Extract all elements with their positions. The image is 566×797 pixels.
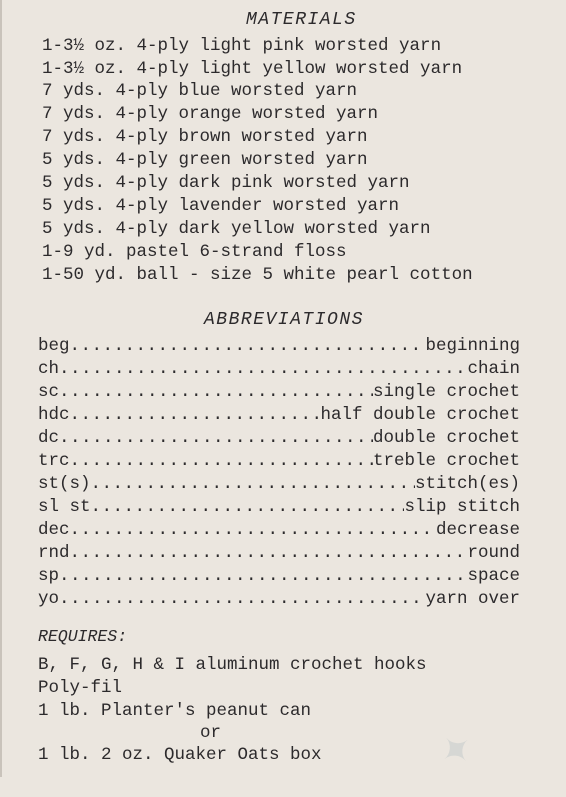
material-item: 7 yds. 4-ply brown worsted yarn bbox=[42, 127, 368, 147]
abbreviation-meaning: treble crochet bbox=[372, 451, 520, 471]
leader-dots bbox=[70, 404, 321, 426]
leader-dots bbox=[91, 496, 405, 518]
abbreviation-term: st(s) bbox=[38, 474, 91, 494]
abbreviation-term: yo bbox=[38, 589, 60, 609]
requirement-item: B, F, G, H & I aluminum crochet hooks bbox=[38, 655, 427, 675]
material-item: 1-3½ oz. 4-ply light pink worsted yarn bbox=[42, 36, 442, 56]
material-item: 1-9 yd. pastel 6-strand floss bbox=[42, 242, 347, 262]
abbreviation-row bbox=[38, 404, 520, 426]
abbreviation-row bbox=[38, 450, 520, 472]
leader-dots bbox=[59, 427, 373, 449]
requirement-item: 1 lb. Planter's peanut can bbox=[38, 701, 312, 721]
abbreviation-term: sl st bbox=[38, 497, 91, 517]
abbreviation-meaning: beginning bbox=[425, 336, 520, 356]
materials-heading: MATERIALS bbox=[246, 10, 357, 30]
material-item: 5 yds. 4-ply lavender worsted yarn bbox=[42, 196, 400, 216]
abbreviation-row bbox=[38, 473, 520, 495]
page-edge bbox=[0, 0, 2, 777]
abbreviation-row bbox=[38, 565, 520, 587]
abbreviation-meaning: single crochet bbox=[372, 382, 520, 402]
abbreviation-term: hdc bbox=[38, 405, 70, 425]
abbreviation-row bbox=[38, 381, 520, 403]
abbreviation-meaning: space bbox=[467, 566, 520, 586]
abbreviation-term: sp bbox=[38, 566, 60, 586]
material-item: 1-50 yd. ball - size 5 white pearl cotton bbox=[42, 265, 473, 285]
abbreviation-row bbox=[38, 496, 520, 518]
requirement-item: 1 lb. 2 oz. Quaker Oats box bbox=[38, 745, 322, 765]
abbreviation-meaning: round bbox=[467, 543, 520, 563]
abbreviations-heading: ABBREVIATIONS bbox=[204, 310, 364, 330]
abbreviation-term: dc bbox=[38, 428, 60, 448]
abbreviation-meaning: decrease bbox=[435, 520, 520, 540]
abbreviation-term: trc bbox=[38, 451, 70, 471]
abbreviation-term: rnd bbox=[38, 543, 70, 563]
abbreviation-meaning: stitch(es) bbox=[414, 474, 520, 494]
abbreviation-row bbox=[38, 519, 520, 541]
leader-dots bbox=[59, 358, 467, 380]
leader-dots bbox=[70, 519, 436, 541]
leader-dots bbox=[70, 542, 468, 564]
abbreviation-term: beg bbox=[38, 336, 70, 356]
material-item: 5 yds. 4-ply green worsted yarn bbox=[42, 150, 368, 170]
abbreviation-row bbox=[38, 335, 520, 357]
abbreviation-row bbox=[38, 358, 520, 380]
material-item: 5 yds. 4-ply dark yellow worsted yarn bbox=[42, 219, 431, 239]
abbreviation-meaning: half double crochet bbox=[320, 405, 520, 425]
watermark: ✦ bbox=[429, 722, 485, 779]
abbreviation-row bbox=[38, 542, 520, 564]
leader-dots bbox=[59, 565, 467, 587]
abbreviation-term: ch bbox=[38, 359, 60, 379]
requirement-item: or bbox=[200, 723, 222, 743]
abbreviation-row bbox=[38, 427, 520, 449]
leader-dots bbox=[70, 450, 373, 472]
leader-dots bbox=[70, 335, 426, 357]
leader-dots bbox=[59, 381, 373, 403]
abbreviation-term: dec bbox=[38, 520, 70, 540]
requirement-item: Poly-fil bbox=[38, 678, 123, 698]
abbreviation-term: sc bbox=[38, 382, 60, 402]
abbreviation-meaning: double crochet bbox=[372, 428, 520, 448]
abbreviation-meaning: slip stitch bbox=[404, 497, 520, 517]
requires-heading: REQUIRES: bbox=[38, 627, 128, 646]
material-item: 5 yds. 4-ply dark pink worsted yarn bbox=[42, 173, 410, 193]
leader-dots bbox=[91, 473, 415, 495]
abbreviation-row bbox=[38, 588, 520, 610]
material-item: 7 yds. 4-ply orange worsted yarn bbox=[42, 104, 379, 124]
leader-dots bbox=[59, 588, 425, 610]
abbreviation-meaning: chain bbox=[467, 359, 520, 379]
material-item: 7 yds. 4-ply blue worsted yarn bbox=[42, 81, 358, 101]
abbreviation-meaning: yarn over bbox=[425, 589, 520, 609]
material-item: 1-3½ oz. 4-ply light yellow worsted yarn bbox=[42, 59, 463, 79]
